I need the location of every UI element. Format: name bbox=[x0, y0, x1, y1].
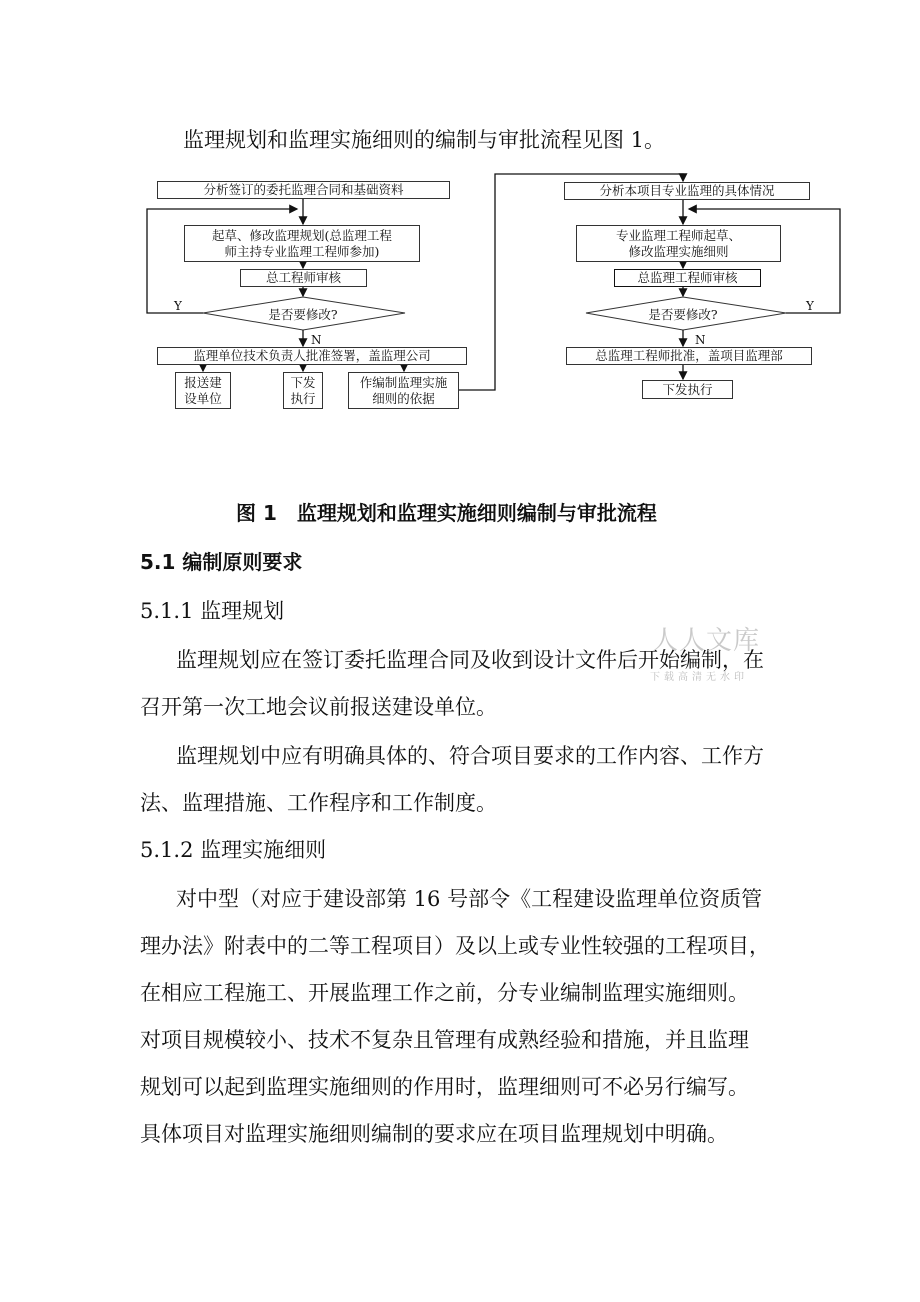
paragraph-line: 对中型（对应于建设部第 16 号部令《工程建设监理单位资质管 bbox=[176, 887, 763, 911]
paragraph-line: 召开第一次工地会议前报送建设单位。 bbox=[140, 695, 497, 719]
paragraph-line: 在相应工程施工、开展监理工作之前，分专业编制监理实施细则。 bbox=[140, 981, 749, 1005]
paragraph-line: 监理规划应在签订委托监理合同及收到设计文件后开始编制，在 bbox=[176, 648, 764, 672]
left-no-label: N bbox=[311, 333, 322, 347]
left-output-issue-box: 下发 执行 bbox=[283, 372, 323, 409]
subsection-heading-details: 5.1.2 监理实施细则 bbox=[140, 838, 327, 862]
subsection-heading-plan: 5.1.1 监理规划 bbox=[140, 599, 285, 623]
left-review-box: 总工程师审核 bbox=[240, 269, 367, 287]
right-yes-label: Y bbox=[806, 299, 814, 313]
right-review-box: 总监理工程师审核 bbox=[614, 269, 761, 287]
right-approve-box: 总监理工程师批准，盖项目监理部 bbox=[566, 347, 812, 365]
flow-connectors bbox=[0, 0, 920, 430]
left-output-basis-box: 作编制监理实施 细则的依据 bbox=[348, 372, 459, 409]
left-output-report-box: 报送建 设单位 bbox=[175, 372, 231, 409]
paragraph-line: 理办法》附表中的二等工程项目）及以上或专业性较强的工程项目， bbox=[140, 934, 770, 958]
right-output-box: 下发执行 bbox=[642, 380, 733, 399]
paragraph-line: 监理规划中应有明确具体的、符合项目要求的工作内容、工作方 bbox=[176, 744, 764, 768]
right-decision-label: 是否要修改? bbox=[648, 307, 718, 322]
left-draft-box: 起草、修改监理规划(总监理工程 师主持专业监理工程师参加) bbox=[184, 225, 420, 262]
left-approve-box: 监理单位技术负责人批准签署，盖监理公司 bbox=[157, 347, 467, 365]
paragraph-line: 具体项目对监理实施细则编制的要求应在项目监理规划中明确。 bbox=[140, 1122, 728, 1146]
left-decision-label: 是否要修改? bbox=[268, 307, 338, 322]
paragraph-line: 规划可以起到监理实施细则的作用时，监理细则可不必另行编写。 bbox=[140, 1075, 749, 1099]
watermark-logo-text: 人人文库 bbox=[652, 626, 761, 656]
right-draft-box: 专业监理工程师起草、 修改监理实施细则 bbox=[576, 225, 781, 262]
section-heading: 5.1 编制原则要求 bbox=[140, 550, 303, 574]
right-start-box: 分析本项目专业监理的具体情况 bbox=[564, 182, 810, 200]
watermark-subtitle: 下载高清无水印 bbox=[650, 672, 748, 683]
left-start-box: 分析签订的委托监理合同和基础资料 bbox=[157, 181, 450, 199]
paragraph-line: 对项目规模较小、技术不复杂且管理有成熟经验和措施，并且监理 bbox=[140, 1028, 749, 1052]
intro-text: 监理规划和监理实施细则的编制与审批流程见图 1。 bbox=[183, 128, 666, 152]
paragraph-line: 法、监理措施、工作程序和工作制度。 bbox=[140, 791, 497, 815]
figure-caption: 图 1 监理规划和监理实施细则编制与审批流程 bbox=[236, 501, 657, 525]
right-no-label: N bbox=[695, 333, 706, 347]
left-yes-label: Y bbox=[174, 299, 182, 313]
